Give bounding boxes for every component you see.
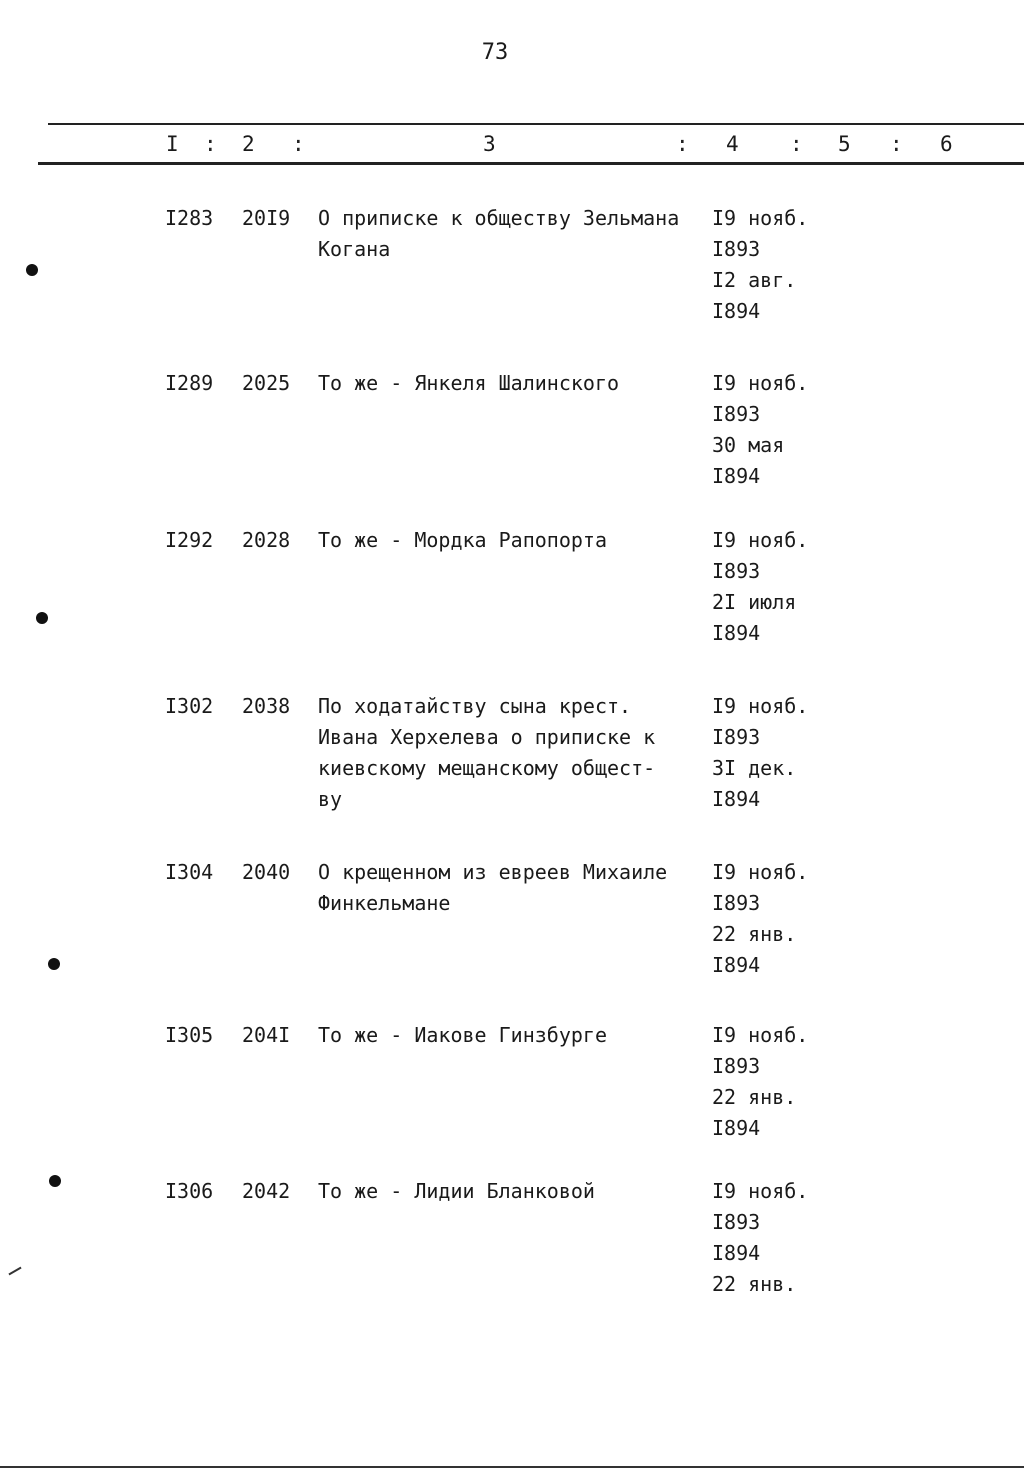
row-reference: 204I: [242, 1023, 291, 1047]
header-col-4: 4: [726, 132, 739, 156]
row-description: [318, 857, 667, 919]
description-line: То же - Мордка Рапопорта: [318, 528, 607, 552]
row-dates: [712, 368, 808, 492]
description-line: О крещенном из евреев Михаиле: [318, 860, 668, 884]
row-number: I289: [165, 371, 214, 395]
date-line: I893: [712, 402, 761, 426]
date-line: I894: [712, 464, 761, 488]
punch-hole: [48, 958, 60, 970]
description-line: То же - Иакове Гинзбурге: [318, 1023, 607, 1047]
page-bottom-edge: [0, 1466, 1024, 1468]
date-line: I893: [712, 559, 761, 583]
header-col-1: I: [166, 132, 179, 156]
date-line: 2I июля: [712, 590, 797, 614]
row-number: I306: [165, 1179, 214, 1203]
row-number: I283: [165, 206, 214, 230]
header-bottom-rule: [38, 162, 1024, 165]
date-line: I893: [712, 237, 761, 261]
row-number: I292: [165, 528, 214, 552]
row-description: [318, 1176, 595, 1207]
date-line: I9 нояб.: [712, 694, 809, 718]
header-col-2: 2: [242, 132, 255, 156]
description-line: О приписке к обществу Зельмана: [318, 206, 680, 230]
date-line: I9 нояб.: [712, 1023, 809, 1047]
row-reference: 2042: [242, 1179, 291, 1203]
date-line: I9 нояб.: [712, 860, 809, 884]
header-col-5: 5: [838, 132, 851, 156]
date-line: I893: [712, 1054, 761, 1078]
date-line: I894: [712, 299, 761, 323]
row-description: [318, 525, 607, 556]
date-line: 3I дек.: [712, 756, 797, 780]
date-line: I894: [712, 787, 761, 811]
header-col-6: 6: [940, 132, 953, 156]
scan-mark: [8, 1267, 21, 1276]
date-line: 30 мая: [712, 433, 785, 457]
row-description: [318, 1020, 607, 1051]
row-dates: [712, 1020, 808, 1144]
row-number: I302: [165, 694, 214, 718]
date-line: I894: [712, 621, 761, 645]
date-line: I894: [712, 953, 761, 977]
description-line: То же - Лидии Бланковой: [318, 1179, 595, 1203]
date-line: I2 авг.: [712, 268, 797, 292]
row-dates: [712, 525, 808, 649]
description-line: Финкельмане: [318, 891, 451, 915]
date-line: 22 янв.: [712, 1272, 797, 1296]
punch-hole: [36, 612, 48, 624]
description-line: По ходатайству сына крест.: [318, 694, 632, 718]
date-line: I9 нояб.: [712, 1179, 809, 1203]
date-line: I893: [712, 1210, 761, 1234]
row-number: I305: [165, 1023, 214, 1047]
header-separator: :: [890, 132, 903, 156]
header-col-3: 3: [483, 132, 496, 156]
row-description: [318, 691, 655, 815]
row-reference: 2040: [242, 860, 291, 884]
header-separator: :: [676, 132, 689, 156]
row-dates: [712, 857, 808, 981]
row-dates: [712, 1176, 808, 1300]
row-dates: [712, 203, 808, 327]
row-reference: 2038: [242, 694, 291, 718]
date-line: I9 нояб.: [712, 371, 809, 395]
description-line: Когана: [318, 237, 391, 261]
date-line: I894: [712, 1241, 761, 1265]
description-line: киевскому мещанскому общест-: [318, 756, 656, 780]
header-separator: :: [204, 132, 217, 156]
date-line: I893: [712, 891, 761, 915]
header-separator: :: [292, 132, 305, 156]
punch-hole: [26, 264, 38, 276]
row-reference: 2025: [242, 371, 291, 395]
row-description: [318, 368, 619, 399]
header-separator: :: [790, 132, 803, 156]
header-top-rule: [48, 123, 1024, 125]
description-line: ву: [318, 787, 343, 811]
date-line: 22 янв.: [712, 1085, 797, 1109]
date-line: I9 нояб.: [712, 528, 809, 552]
date-line: I893: [712, 725, 761, 749]
description-line: То же - Янкеля Шалинского: [318, 371, 620, 395]
row-description: [318, 203, 679, 265]
row-reference: 20I9: [242, 206, 291, 230]
page-number: 73: [481, 40, 509, 65]
row-reference: 2028: [242, 528, 291, 552]
date-line: 22 янв.: [712, 922, 797, 946]
date-line: I9 нояб.: [712, 206, 809, 230]
date-line: I894: [712, 1116, 761, 1140]
row-dates: [712, 691, 808, 815]
row-number: I304: [165, 860, 214, 884]
punch-hole: [49, 1175, 61, 1187]
description-line: Ивана Херхелева о приписке к: [318, 725, 656, 749]
